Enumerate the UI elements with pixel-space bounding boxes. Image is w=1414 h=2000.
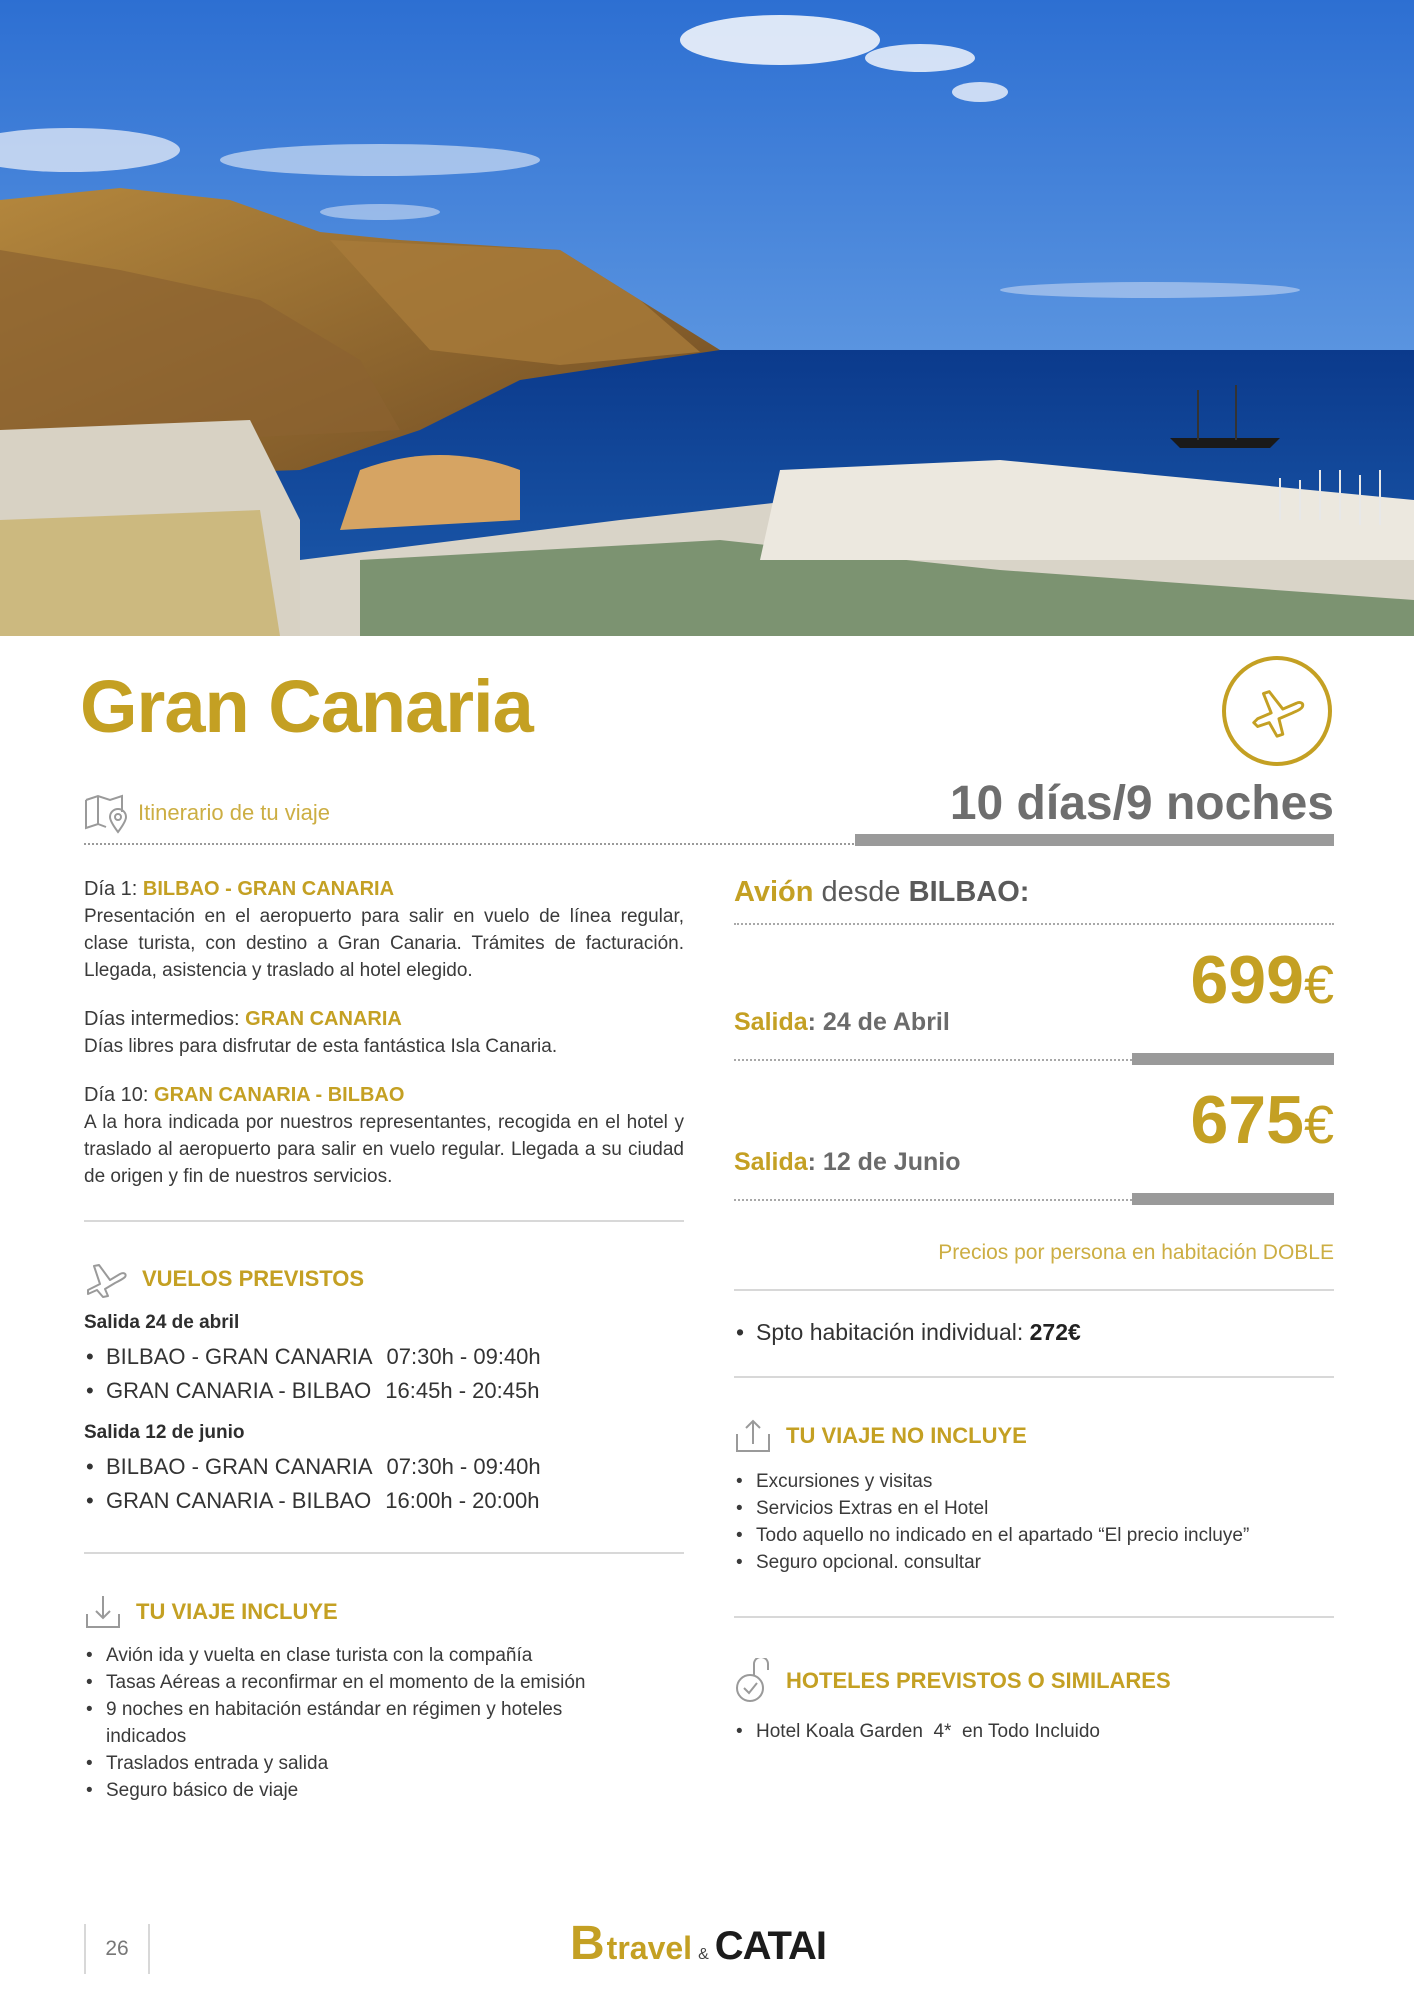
brand-logo [570,1916,826,1971]
price-header [734,876,1334,909]
list-item: • Todo aquello no indicado en el apartado “El precio incluye” [734,1522,1334,1549]
departure-price-row [734,925,1334,1065]
flight-item [84,1484,684,1518]
duration-underline [855,834,1334,846]
flight-item [84,1340,684,1374]
supplement-value: 272€ [1029,1319,1081,1345]
currency-symbol: € [1303,955,1334,1015]
itinerary-day [84,876,684,984]
flight-group-label: Salida 24 de abril [84,1312,240,1333]
section-divider [734,1616,1334,1618]
itinerary-label: Itinerario de tu viaje [138,800,330,825]
desde-label: desde [813,876,909,908]
flight-group-label: Salida 12 de junio [84,1422,245,1443]
hotels-heading [734,1658,1334,1704]
origin-label: BILBAO: [908,876,1030,908]
right-column [734,876,1334,1745]
list-item: • Seguro básico de viaje [84,1777,684,1804]
hero-photo [0,0,1414,636]
list-item: • Seguro opcional. consultar [734,1549,1334,1576]
flight-item [84,1374,684,1408]
flight-list [84,1450,684,1518]
section-divider [84,1552,684,1554]
hotels-list [734,1718,1334,1745]
not-included-heading [734,1418,1334,1454]
date-value: : 12 de Junio [807,1148,961,1176]
day-label: Día 1: [84,878,143,900]
upload-icon [734,1418,772,1454]
section-divider [734,1376,1334,1378]
list-item: • Servicios Extras en el Hotel [734,1495,1334,1522]
airplane-icon [1246,680,1308,742]
includes-list [84,1642,684,1804]
not-included-list [734,1468,1334,1576]
day-label: Día 10: [84,1084,155,1106]
brand-catai: CATAI [714,1924,827,1968]
page-title: Gran Canaria [80,665,533,748]
flight-time: 07:30h - 09:40h [386,1454,541,1479]
salida-label: Salida [734,1008,808,1036]
avion-label: Avión [734,876,814,908]
itinerary-day [84,1082,684,1190]
list-item: • Avión ida y vuelta en clase turista con la compañía [84,1642,684,1669]
salida-label: Salida [734,1148,808,1176]
day-route: BILBAO - GRAN CANARIA [142,878,395,900]
list-item: • Excursiones y visitas [734,1468,1334,1495]
flight-icon [84,1260,128,1298]
hotels-heading-label: HOTELES PREVISTOS O SIMILARES [786,1668,1171,1693]
left-column [84,876,684,1804]
includes-heading-label: TU VIAJE INCLUYE [136,1599,338,1624]
page-number: 26 [84,1924,150,1974]
price-note: Precios por persona en habitación DOBLE [938,1241,1334,1264]
list-item: • Tasas Aéreas a reconfirmar en el momento de la emisión [84,1669,684,1696]
price-underline [1132,1193,1334,1205]
flight-route: BILBAO - GRAN CANARIA [106,1344,373,1369]
dotted-divider [734,1199,1132,1201]
supplement-label: Spto habitación individual: [756,1319,1030,1345]
flight-list [84,1340,684,1408]
price-value [1190,1081,1334,1159]
section-divider [734,1289,1334,1291]
day-label: Días intermedios: [84,1008,246,1030]
flight-time: 16:45h - 20:45h [385,1378,540,1403]
flights-heading [84,1260,684,1298]
map-pin-icon [84,792,130,834]
departure-date [734,1008,950,1037]
list-item: • Hotel Koala Garden 4* en Todo Incluido [734,1718,1334,1745]
flight-route: BILBAO - GRAN CANARIA [106,1454,373,1479]
not-included-heading-label: TU VIAJE NO INCLUYE [786,1423,1027,1448]
flight-time: 07:30h - 09:40h [386,1344,541,1369]
date-value: : 24 de Abril [807,1008,950,1036]
dotted-divider [734,1059,1132,1061]
day-description: A la hora indicada por nuestros representantes, recogida en el hotel y traslado al aeropuerto para salir en vuelo regular. Llegada a su ciudad de origen y fin de nuestros servicios. [84,1112,684,1187]
flight-route: GRAN CANARIA - BILBAO [106,1488,372,1513]
day-description: Días libres para disfrutar de esta fantástica Isla Canaria. [84,1036,558,1057]
airplane-badge [1222,656,1332,766]
flight-route: GRAN CANARIA - BILBAO [106,1378,372,1403]
section-divider [84,1220,684,1222]
departure-price-row [734,1065,1334,1205]
day-description: Presentación en el aeropuerto para salir en vuelo de línea regular, clase turista, con destino a Gran Canaria. Trámites de facturación. Llegada, asistencia y traslado al hotel elegido. [84,906,684,981]
itinerary-header [84,792,330,834]
day-route: GRAN CANARIA - BILBAO [154,1084,405,1106]
download-icon [84,1594,122,1630]
supplement-item [734,1319,1334,1346]
supplement-list [734,1319,1334,1346]
flight-time: 16:00h - 20:00h [385,1488,540,1513]
dotted-divider [84,843,854,845]
flights-heading-label: VUELOS PREVISTOS [142,1266,365,1291]
brand-travel: travel [606,1930,693,1966]
list-item: • 9 noches en habitación estándar en régimen y hoteles indicados [84,1696,684,1750]
price-underline [1132,1053,1334,1065]
includes-heading [84,1594,684,1630]
list-item: • Traslados entrada y salida [84,1750,684,1777]
day-route: GRAN CANARIA [245,1008,402,1030]
brand-amp: & [698,1946,709,1963]
price-amount: 675 [1190,1082,1304,1158]
currency-symbol: € [1303,1095,1334,1155]
price-value [1190,941,1334,1019]
departure-date [734,1148,960,1177]
trip-duration: 10 días/9 noches [949,777,1334,830]
price-amount: 699 [1190,942,1304,1018]
brand-b: B [570,1917,605,1970]
flight-item [84,1450,684,1484]
itinerary-day [84,1006,684,1060]
hotel-icon [734,1658,772,1704]
